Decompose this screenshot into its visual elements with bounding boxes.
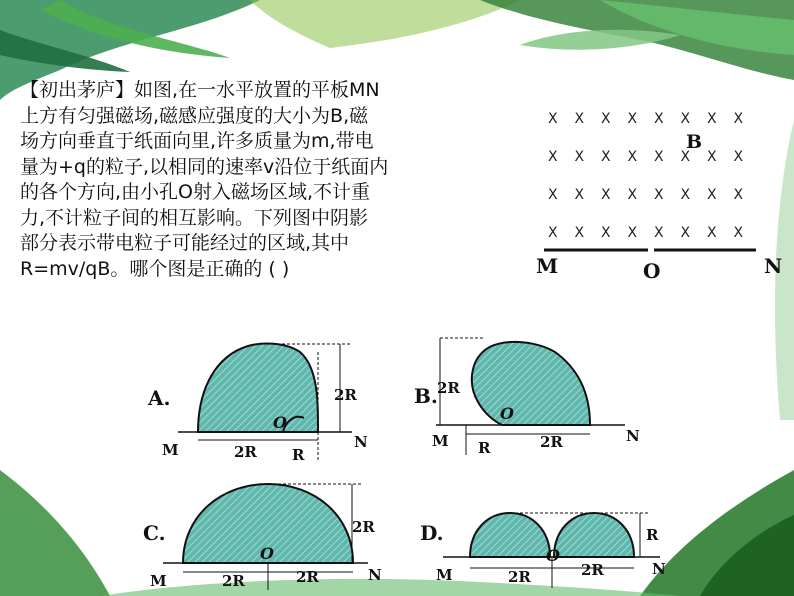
option-a-m: M — [162, 441, 179, 459]
option-d-right-label: 2R — [581, 561, 604, 579]
field-mark: X — [680, 225, 691, 241]
option-b-right-label: 2R — [540, 433, 563, 451]
field-mark: X — [627, 225, 638, 241]
field-mark: X — [733, 225, 744, 241]
field-mark: X — [733, 187, 744, 203]
field-mark: X — [627, 111, 638, 127]
field-mark: X — [601, 111, 611, 127]
setup-label-n: N — [764, 254, 783, 278]
field-label-b: B — [686, 131, 703, 153]
field-mark: X — [707, 225, 717, 241]
field-mark: X — [574, 111, 585, 127]
option-d-o: O — [546, 546, 560, 565]
field-mark: X — [733, 149, 744, 165]
field-mark: X — [707, 111, 717, 127]
option-c-o: O — [260, 544, 274, 563]
field-mark: X — [574, 149, 585, 165]
option-d-region-left — [470, 513, 550, 557]
field-mark: X — [574, 225, 585, 241]
field-mark: X — [601, 149, 611, 165]
option-d — [420, 513, 666, 588]
field-mark: X — [680, 111, 691, 127]
option-b-m: M — [432, 432, 449, 450]
option-b-n: N — [626, 427, 640, 445]
option-a-left-label: 2R — [234, 443, 257, 461]
question-line: R=mv/qB。哪个图是正确的 ( ) — [20, 257, 290, 280]
option-b-left-label: R — [478, 439, 491, 457]
field-mark: X — [654, 187, 664, 203]
option-a-o: O — [273, 413, 287, 432]
option-c-m: M — [150, 572, 167, 590]
option-a-letter: A. — [148, 386, 171, 410]
option-a-right-label: R — [292, 446, 305, 464]
field-mark: X — [733, 111, 744, 127]
option-c-height-label: 2R — [352, 518, 375, 536]
option-d-n: N — [652, 560, 666, 578]
field-mark: X — [548, 187, 558, 203]
setup-label-o: O — [643, 259, 661, 283]
option-b-region — [472, 342, 590, 425]
option-d-height-label: R — [646, 526, 659, 544]
question-line: 【初出茅庐】如图,在一水平放置的平板MN — [20, 79, 380, 101]
question-line: 场方向垂直于纸面向里,许多质量为m,带电 — [20, 130, 374, 152]
option-c-n: N — [368, 566, 382, 584]
field-mark: X — [627, 187, 638, 203]
field-mark: X — [707, 149, 717, 165]
field-mark: X — [601, 187, 611, 203]
option-a — [147, 344, 368, 464]
field-mark: X — [601, 225, 611, 241]
field-mark: X — [574, 187, 585, 203]
option-d-m: M — [436, 566, 453, 584]
setup-diagram — [548, 111, 744, 241]
setup-label-m: M — [536, 254, 559, 278]
option-a-n: N — [354, 433, 368, 451]
option-c-right-label: 2R — [296, 568, 319, 586]
option-d-left-label: 2R — [508, 568, 531, 586]
question-line: 上方有匀强磁场,磁感应强度的大小为B,磁 — [20, 104, 369, 127]
option-d-letter: D. — [420, 521, 444, 545]
option-a-region — [198, 344, 318, 432]
question-line: 部分表示带电粒子可能经过的区域,其中 — [20, 232, 350, 254]
option-b-o: O — [500, 404, 514, 423]
field-mark: X — [707, 187, 717, 203]
option-a-height-label: 2R — [334, 386, 357, 404]
field-mark: X — [548, 225, 558, 241]
option-c — [143, 484, 382, 590]
field-mark: X — [680, 187, 691, 203]
field-mark: X — [654, 149, 664, 165]
field-mark: X — [680, 149, 691, 165]
option-c-left-label: 2R — [222, 572, 245, 590]
option-b-letter: B. — [414, 384, 438, 408]
option-b — [414, 338, 640, 457]
field-mark: X — [654, 225, 664, 241]
option-c-letter: C. — [143, 521, 166, 545]
question-line: 力,不计粒子间的相互影响。下列图中阴影 — [20, 206, 369, 229]
field-mark: X — [627, 149, 638, 165]
field-mark: X — [548, 149, 558, 165]
question-line: 量为+q的粒子,以相同的速率v沿位于纸面内 — [20, 155, 389, 178]
question-line: 的各个方向,由小孔O射入磁场区域,不计重 — [20, 181, 371, 203]
field-mark: X — [654, 111, 664, 127]
option-d-region-right — [554, 513, 634, 557]
field-mark: X — [548, 111, 558, 127]
option-b-height-label: 2R — [437, 379, 460, 397]
